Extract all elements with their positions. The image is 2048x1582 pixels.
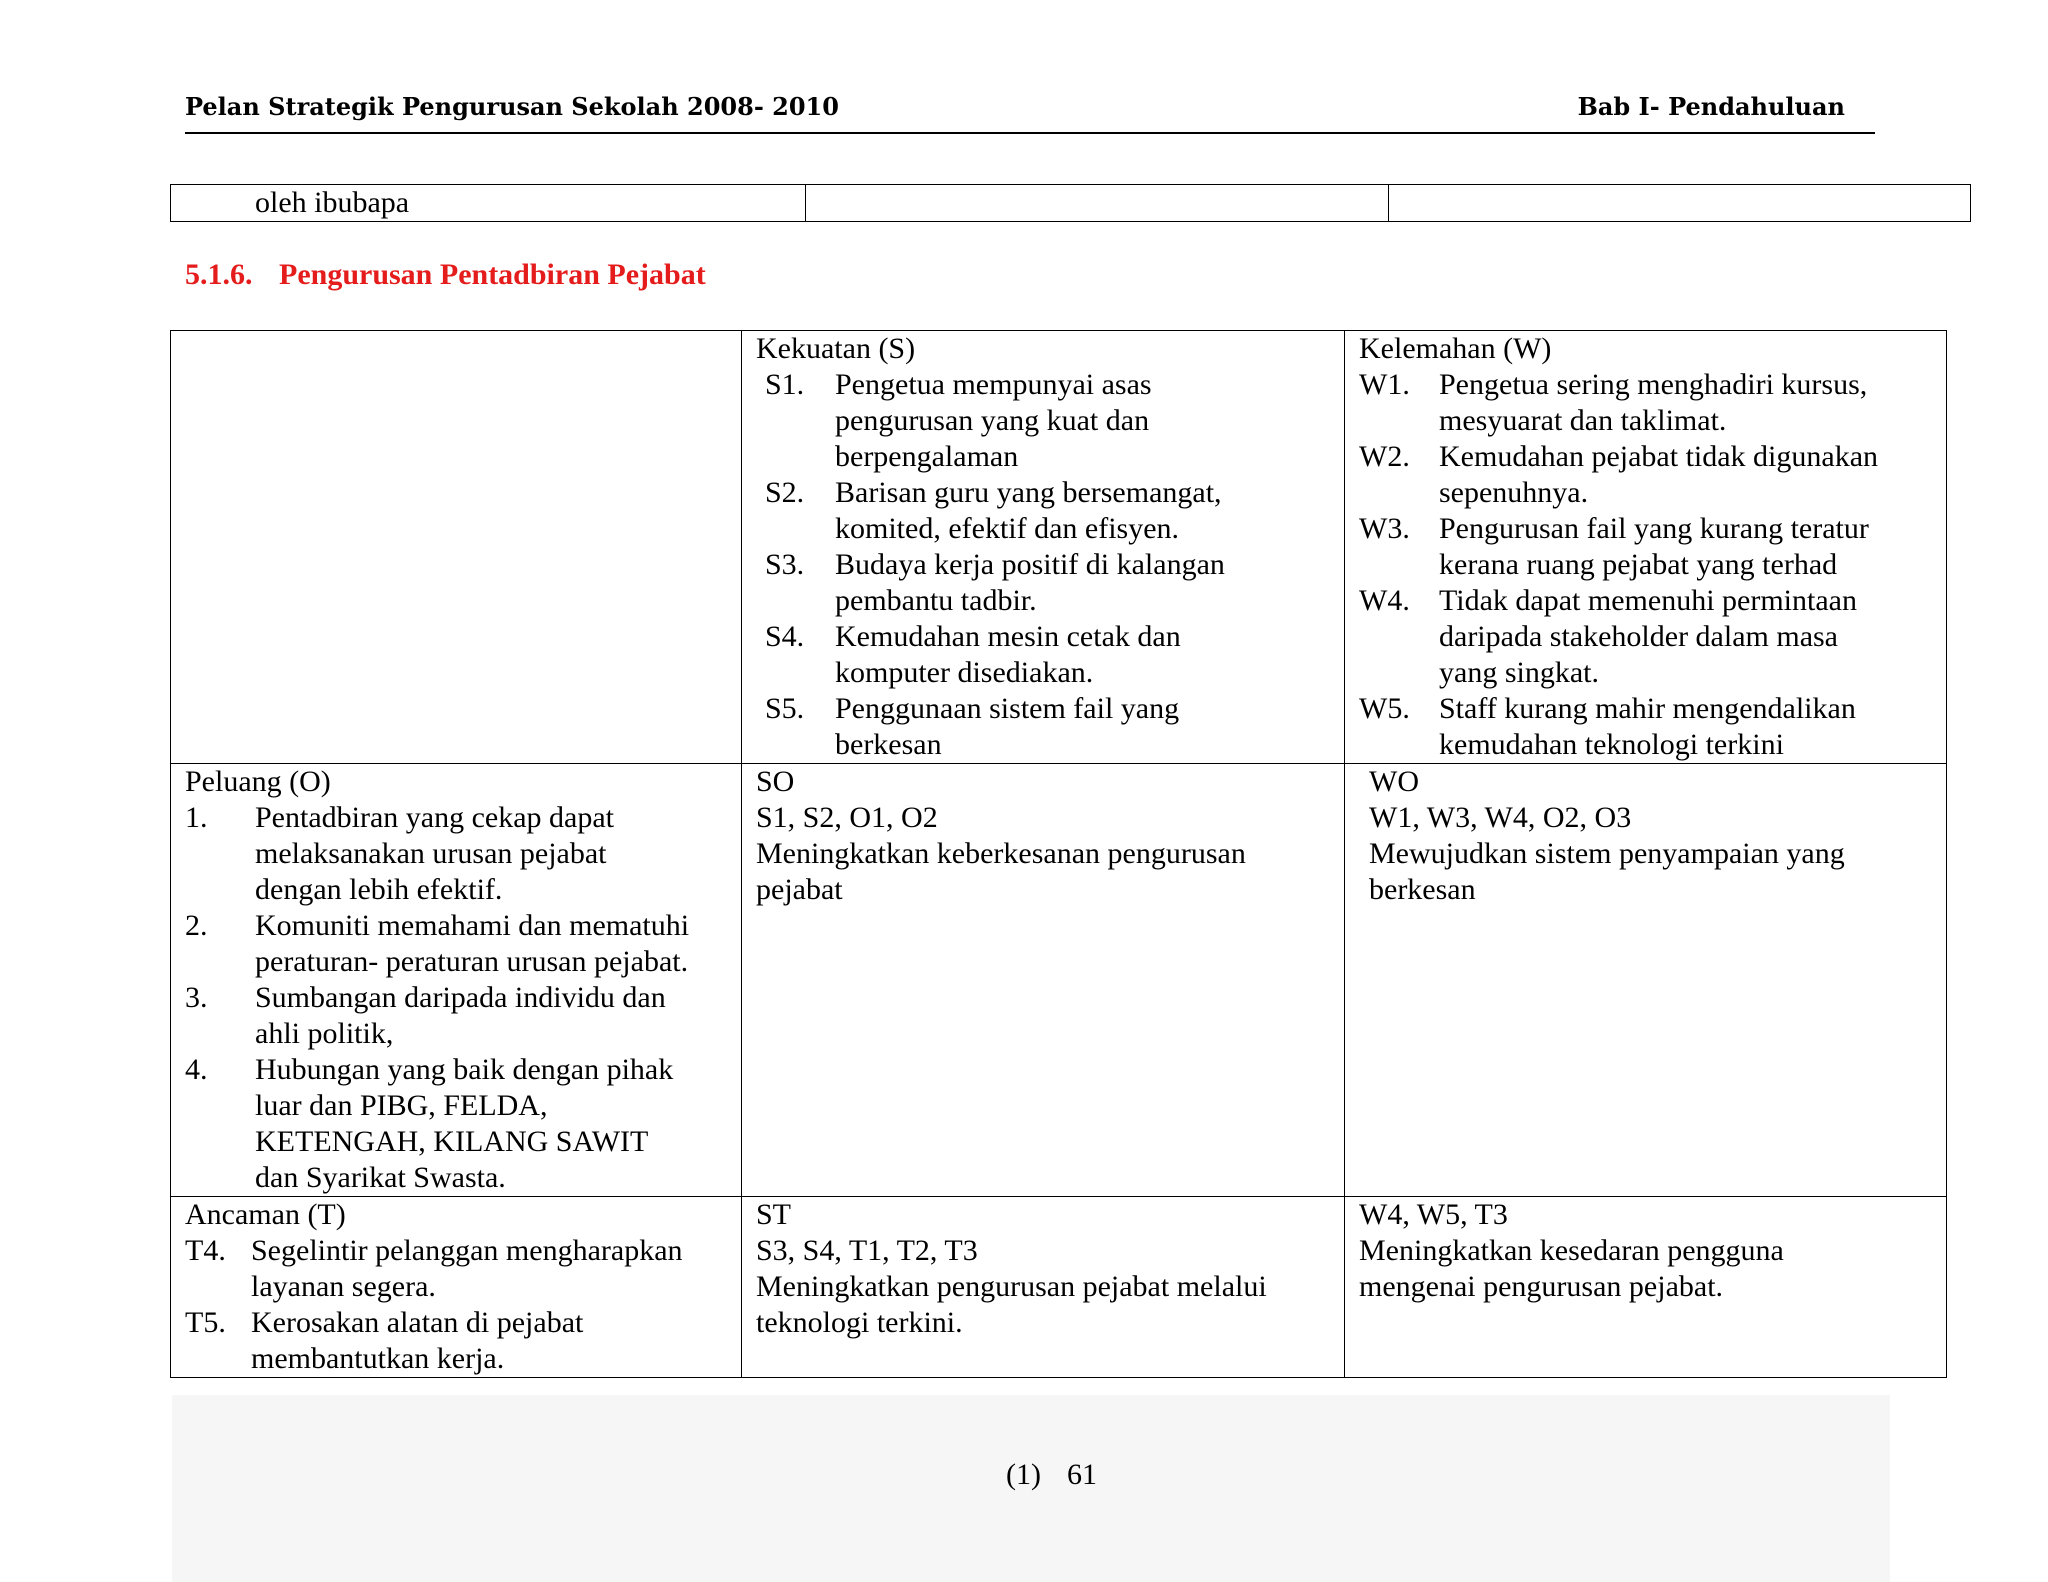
text-line: Penggunaan sistem fail yang	[835, 692, 1180, 725]
list-item	[185, 1233, 735, 1305]
so-title: SO	[756, 765, 795, 798]
opportunities-title: Peluang (O)	[185, 765, 331, 798]
text-line: Meningkatkan keberkesanan pengurusan	[756, 837, 1246, 870]
weaknesses-list	[1359, 367, 1940, 763]
st-strategy-text	[756, 1269, 1338, 1341]
text-line: Pengurusan fail yang kurang teratur	[1439, 512, 1869, 545]
table-cell	[1389, 185, 1971, 222]
list-item-label: 4.	[185, 1053, 208, 1086]
text-line: pejabat	[756, 873, 843, 906]
strengths-title: Kekuatan (S)	[756, 332, 916, 365]
text-line: Segelintir pelanggan mengharapkan	[251, 1234, 683, 1267]
text-line: berkesan	[835, 728, 942, 761]
list-item	[1359, 583, 1940, 691]
list-item-label: S5.	[765, 692, 805, 725]
text-line: komputer disediakan.	[835, 656, 1094, 689]
list-item-label: W2.	[1359, 440, 1410, 473]
text-line: Pentadbiran yang cekap dapat	[255, 801, 615, 834]
table-row	[171, 331, 1947, 764]
text-line: mesyuarat dan taklimat.	[1439, 404, 1727, 437]
st-strategy-cell	[742, 1197, 1345, 1378]
list-item	[185, 1052, 735, 1196]
so-strategy-cell	[742, 764, 1345, 1197]
list-item-label: S3.	[765, 548, 805, 581]
list-item-text	[835, 619, 1338, 691]
text-line: mengenai pengurusan pejabat.	[1359, 1270, 1724, 1303]
list-item-label: W3.	[1359, 512, 1410, 545]
text-line: berpengalaman	[835, 440, 1019, 473]
st-refs: S3, S4, T1, T2, T3	[756, 1234, 978, 1267]
list-item	[185, 980, 735, 1052]
list-item	[756, 691, 1338, 763]
threats-title: Ancaman (T)	[185, 1198, 346, 1231]
section-number: 5.1.6.	[185, 258, 253, 291]
list-item-label: S1.	[765, 368, 805, 401]
text-line: pengurusan yang kuat dan	[835, 404, 1150, 437]
threats-list	[185, 1233, 735, 1377]
wo-title: WO	[1369, 765, 1419, 798]
strengths-list	[756, 367, 1338, 763]
text-line: Barisan guru yang bersemangat,	[835, 476, 1222, 509]
text-line: Kemudahan mesin cetak dan	[835, 620, 1181, 653]
page-number-value: 61	[1066, 1458, 1097, 1491]
section-heading	[185, 258, 706, 292]
list-item-text	[255, 800, 735, 908]
strengths-cell	[742, 331, 1345, 764]
text-line: yang singkat.	[1439, 656, 1599, 689]
list-item-text	[835, 475, 1338, 547]
list-item-text	[1439, 511, 1940, 583]
list-item-text	[1439, 691, 1940, 763]
list-item	[756, 619, 1338, 691]
text-line: Mewujudkan sistem penyampaian yang	[1369, 837, 1845, 870]
list-item-text	[835, 367, 1338, 475]
text-line: dan Syarikat Swasta.	[255, 1161, 506, 1194]
so-refs: S1, S2, O1, O2	[756, 801, 938, 834]
list-item-label: W5.	[1359, 692, 1410, 725]
text-line: dengan lebih efektif.	[255, 873, 503, 906]
text-line: layanan segera.	[251, 1270, 436, 1303]
list-item-label: W1.	[1359, 368, 1410, 401]
previous-table-continuation	[170, 184, 1971, 222]
text-line: Hubungan yang baik dengan pihak	[255, 1053, 674, 1086]
text-line: KETENGAH, KILANG SAWIT	[255, 1125, 649, 1158]
list-item	[1359, 367, 1940, 439]
list-item	[1359, 511, 1940, 583]
so-strategy-text	[756, 836, 1338, 908]
wt-strategy-cell	[1345, 1197, 1947, 1378]
text-line: peraturan- peraturan urusan pejabat.	[255, 945, 689, 978]
text-line: daripada stakeholder dalam masa	[1439, 620, 1838, 653]
swot-table	[170, 330, 1947, 1378]
swot-corner-cell	[171, 331, 742, 764]
text-line: Tidak dapat memenuhi permintaan	[1439, 584, 1857, 617]
wt-strategy-text	[1359, 1233, 1940, 1305]
running-header	[185, 92, 1875, 134]
text-line: Meningkatkan kesedaran pengguna	[1359, 1234, 1784, 1267]
text-line: pembantu tadbir.	[835, 584, 1037, 617]
text-line: Meningkatkan pengurusan pejabat melalui	[756, 1270, 1267, 1303]
wo-refs: W1, W3, W4, O2, O3	[1369, 801, 1632, 834]
list-item	[1359, 691, 1940, 763]
list-item-label: W4.	[1359, 584, 1410, 617]
text-line: ahli politik,	[255, 1017, 394, 1050]
header-chapter: Bab I- Pendahuluan	[1577, 92, 1845, 121]
text-line: sepenuhnya.	[1439, 476, 1589, 509]
text-line: Komuniti memahami dan mematuhi	[255, 909, 690, 942]
list-item-label: 1.	[185, 801, 208, 834]
text-line: luar dan PIBG, FELDA,	[255, 1089, 548, 1122]
header-title: Pelan Strategik Pengurusan Sekolah 2008- 2010	[185, 92, 839, 121]
list-item-text	[251, 1305, 735, 1377]
list-item-label: 2.	[185, 909, 208, 942]
list-item	[185, 800, 735, 908]
threats-cell	[171, 1197, 742, 1378]
list-item	[756, 367, 1338, 475]
section-title: Pengurusan Pentadbiran Pejabat	[279, 258, 706, 291]
list-item	[185, 1305, 735, 1377]
list-item-text	[255, 980, 735, 1052]
text-line: Kemudahan pejabat tidak digunakan	[1439, 440, 1879, 473]
table-cell	[806, 185, 1389, 222]
list-item	[1359, 439, 1940, 511]
list-item-text	[835, 691, 1338, 763]
list-item-label: 3.	[185, 981, 208, 1014]
table-row	[171, 1197, 1947, 1378]
list-item-text	[1439, 583, 1940, 691]
text-line: Pengetua sering menghadiri kursus,	[1439, 368, 1868, 401]
list-item-label: T5.	[185, 1306, 226, 1339]
table-row	[171, 185, 1971, 222]
wo-strategy-cell	[1345, 764, 1947, 1197]
weaknesses-title: Kelemahan (W)	[1359, 332, 1552, 365]
list-item	[185, 908, 735, 980]
list-item-text	[251, 1233, 735, 1305]
st-title: ST	[756, 1198, 792, 1231]
text-line: komited, efektif dan efisyen.	[835, 512, 1180, 545]
list-item-text	[255, 1052, 735, 1196]
text-line: kemudahan teknologi terkini	[1439, 728, 1784, 761]
wt-refs: W4, W5, T3	[1359, 1198, 1508, 1231]
text-line: Staff kurang mahir mengendalikan	[1439, 692, 1856, 725]
list-item-label: S4.	[765, 620, 805, 653]
page-number-prefix: (1)	[1006, 1458, 1041, 1491]
weaknesses-cell	[1345, 331, 1947, 764]
text-line: Pengetua mempunyai asas	[835, 368, 1152, 401]
table-cell: oleh ibubapa	[171, 185, 806, 222]
page-number	[1006, 1458, 1097, 1492]
list-item-text	[1439, 439, 1940, 511]
wo-strategy-text	[1369, 836, 1940, 908]
text-line: membantutkan kerja.	[251, 1342, 505, 1375]
opportunities-list	[185, 800, 735, 1196]
table-row	[171, 764, 1947, 1197]
list-item-text	[1439, 367, 1940, 439]
list-item-text	[835, 547, 1338, 619]
text-line: berkesan	[1369, 873, 1476, 906]
text-line: melaksanakan urusan pejabat	[255, 837, 607, 870]
list-item-label: T4.	[185, 1234, 226, 1267]
list-item	[756, 547, 1338, 619]
list-item	[756, 475, 1338, 547]
opportunities-cell	[171, 764, 742, 1197]
text-line: Budaya kerja positif di kalangan	[835, 548, 1225, 581]
text-line: kerana ruang pejabat yang terhad	[1439, 548, 1838, 581]
text-line: Sumbangan daripada individu dan	[255, 981, 666, 1014]
text-line: Kerosakan alatan di pejabat	[251, 1306, 584, 1339]
list-item-text	[255, 908, 735, 980]
text-line: teknologi terkini.	[756, 1306, 963, 1339]
list-item-label: S2.	[765, 476, 805, 509]
